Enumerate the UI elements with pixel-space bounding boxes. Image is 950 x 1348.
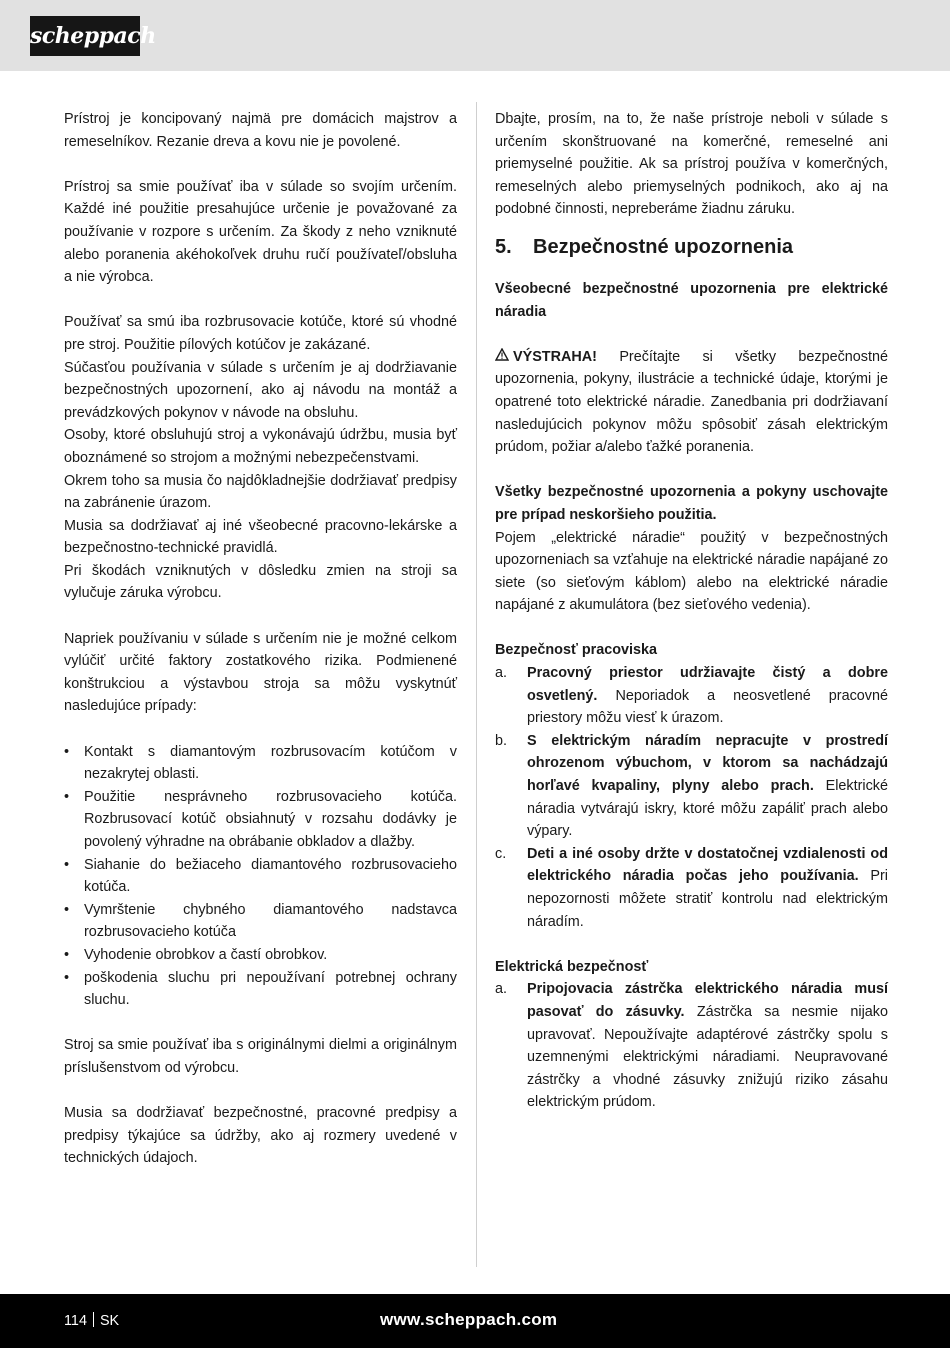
- right-column: [495, 108, 888, 1114]
- paragraph: Prístroj sa smie používať iba v súlade so svojím určením. Každé iné použitie presahujúce určenie je považované za používanie v rozpore s určením. Za škody z neho vzniknuté alebo poranenia akéhokoľvek druhu ručí používateľ/obsluha a nie výrobca.: [64, 178, 457, 286]
- paragraph: Pri škodách vzniknutých v dôsledku zmien na stroji sa vylučuje záruka výrobcu.: [64, 562, 457, 602]
- paragraph: Dbajte, prosím, na to, že naše prístroje neboli v súlade s určením skonštruované na komerčné, remeselné ani priemyselné použitie. Ak sa prístroj používa v komerčných, remeselných alebo priemyselných podnikoch, ako aj na podobné činnosti, nepreberáme žiadnu záruku.: [495, 111, 888, 218]
- paragraph: Prístroj je koncipovaný najmä pre domácich majstrov a remeselníkov. Rezanie dreva a kovu nie je povolené.: [64, 111, 457, 150]
- paragraph: Stroj sa smie používať iba s originálnymi dielmi a originálnym príslušenstvom od výrobcu.: [64, 1037, 457, 1076]
- page-number: 114: [64, 1313, 87, 1329]
- paragraph: Napriek používaniu v súlade s určením nie je možné celkom vylúčiť určité faktory zostatkového rizika. Podmienené konštrukciou a výstavbou stroja sa môžu vyskytnúť nasledujúce prípady:: [64, 630, 457, 715]
- list-item: • Použitie nesprávneho rozbrusovacieho kotúča. Rozbrusovací kotúč obsiahnutý v rozsahu dodávky je povolený výhradne na obrábanie obkladov a dlažby.: [64, 786, 457, 854]
- list-item: c. Deti a iné osoby držte v dostatočnej vzdialenosti od elektrického náradia počas jeho používania. Pri nepozornosti môžete stratiť kontrolu nad elektrickým náradím.: [495, 845, 888, 930]
- warning-label: VÝSTRAHA!: [513, 348, 597, 365]
- workplace-list: [495, 662, 888, 933]
- list-item: • Vymrštenie chybného diamantového nadstavca rozbrusovacieho kotúča: [64, 899, 457, 944]
- section-title-text: Bezpečnostné upozornenia: [533, 235, 794, 258]
- list-item: a. Pracovný priestor udržiavajte čistý a dobre osvetlený. Neporiadok a neosvetlené pracovné priestory môžu viesť k úrazom.: [495, 665, 888, 727]
- list-item: • poškodenia sluchu pri nepoužívaní potrebnej ochrany sluchu.: [64, 967, 457, 1012]
- subheading: Všetky bezpečnostné upozornenia a pokyny uschovajte pre prípad neskoršieho použitia.: [495, 484, 888, 523]
- left-column: [64, 108, 457, 1170]
- paragraph: Osoby, ktoré obsluhujú stroj a vykonávajú údržbu, musia byť oboznámené so strojom a možnými nebezpečenstvami.: [64, 427, 457, 466]
- brand-logo: scheppach: [30, 16, 140, 56]
- language-code: SK: [99, 1313, 120, 1329]
- paragraph: Pojem „elektrické náradie“ použitý v bezpečnostných upozorneniach sa vzťahuje na elektrické náradie napájané zo siete (so sieťovým káblom) alebo na elektrické náradie napájané z akumulátora (bez sieťového vedenia).: [495, 529, 888, 614]
- list-item: b. S elektrickým náradím nepracujte v prostredí ohrozenom výbuchom, v ktorom sa nachádzajú horľavé kvapaliny, plyny alebo prach. Elektrické náradia vytvárajú iskry, ktoré môžu zapáliť prach alebo výpary.: [495, 732, 889, 840]
- paragraph: Súčasťou používania v súlade s určením je aj dodržiavanie bezpečnostných upozornení, ako aj návodu na montáž a prevádzkových pokynov v návode na obsluhu.: [64, 359, 457, 421]
- warning-triangle-icon: [495, 346, 513, 369]
- subheading: Všeobecné bezpečnostné upozornenia pre elektrické náradia: [495, 280, 888, 320]
- paragraph: Musia sa dodržiavať aj iné všeobecné pracovno-lekárske a bezpečnostno-technické pravidlá.: [64, 517, 457, 557]
- paragraph: Musia sa dodržiavať bezpečnostné, pracovné predpisy a predpisy týkajúce sa údržby, ako aj rozmery uvedené v technických údajoch.: [64, 1105, 457, 1167]
- risk-list: [64, 741, 457, 1012]
- subheading: Elektrická bezpečnosť: [495, 958, 649, 975]
- subheading: Bezpečnosť pracoviska: [495, 642, 658, 659]
- paragraph: Používať sa smú iba rozbrusovacie kotúče, ktoré sú vhodné pre stroj. Použitie pílových kotúčov je zakázané.: [64, 314, 457, 353]
- paragraph: Okrem toho sa musia čo najdôkladnejšie dodržiavať predpisy na zabránenie úrazom.: [64, 472, 457, 512]
- list-item: • Kontakt s diamantovým rozbrusovacím kotúčom v nezakrytej oblasti.: [64, 741, 457, 786]
- section-number: 5.: [495, 235, 512, 258]
- list-item: a. Pripojovacia zástrčka elektrického náradia musí pasovať do zásuvky. Zástrčka sa nesmie nijako upravovať. Nepoužívajte adaptérové zástrčky spolu s uzemnenými elektrickými náradiami. Neupravované zástrčky a vhodné zásuvky znižujú riziko zásahu elektrickým prúdom.: [495, 981, 888, 1111]
- page-footer: [0, 1294, 950, 1348]
- page-header: [0, 0, 950, 71]
- warning-text: Prečítajte si všetky bezpečnostné upozornenia, pokyny, ilustrácie a technické údaje, ktorými je opatrené toto elektrické náradie. Zanedbania pri dodržiavaní nasledujúcich pokynov môžu spôsobiť zásah elektrickým prúdom, požiar a/alebo ťažké poranenia.: [495, 348, 888, 456]
- section-title: [495, 233, 888, 261]
- list-item: • Siahanie do bežiaceho diamantového rozbrusovacieho kotúča.: [64, 854, 457, 899]
- website-url: www.scheppach.com: [380, 1310, 558, 1329]
- warning-paragraph: [495, 346, 888, 459]
- page-indicator: [64, 1310, 119, 1332]
- column-divider: [476, 102, 477, 1267]
- list-item: • Vyhodenie obrobkov a častí obrobkov.: [64, 944, 457, 967]
- electric-list: [495, 978, 888, 1114]
